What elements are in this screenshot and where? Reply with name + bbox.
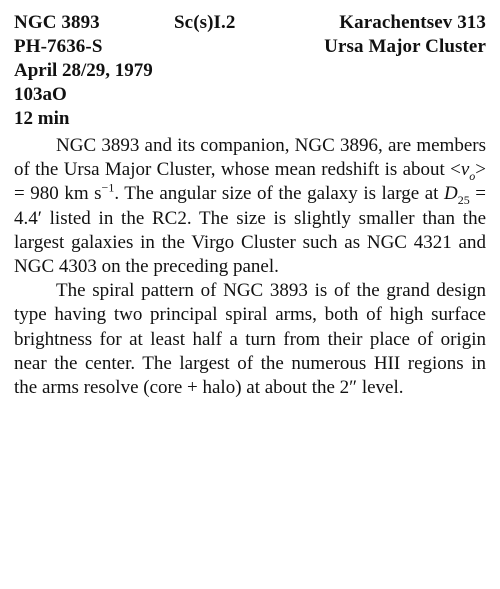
- p1-text-e: = 4.4′ listed in the RC2. The size is slightly smaller than the largest galaxies in the Virgo Cluster such as NGC 4321 and NGC 4303 on the preceding panel.: [14, 183, 487, 278]
- cluster-name: Ursa Major Cluster: [324, 36, 486, 57]
- object-name: NGC 3893: [14, 12, 100, 33]
- p1-text-b: > = 980 km s: [14, 159, 486, 205]
- plate-id: PH-7636-S: [14, 36, 103, 57]
- p1-velocity-subscript: o: [469, 169, 476, 183]
- description-text: [14, 134, 486, 400]
- header-row-2: [14, 36, 486, 60]
- exposure-time: 12 min: [14, 108, 70, 129]
- paragraph-1: [14, 134, 486, 279]
- page: [14, 12, 486, 400]
- p1-text-a: NGC 3893 and its companion, NGC 3896, are members of the Ursa Major Cluster, whose mean redshift is about <: [14, 135, 486, 181]
- classification: Sc(s)I.2: [174, 12, 236, 33]
- p1-exponent: −1: [101, 181, 115, 196]
- p1-diameter-subscript: 25: [457, 193, 470, 208]
- paragraph-2: The spiral pattern of NGC 3893 is of the grand design type having two principal spiral arms, both of high surface brightness for at least half a turn from their place of origin near the center. The largest of the numerous HII regions in the arms resolve (core + halo) at about the 2″ level.: [14, 280, 486, 399]
- header-block: [14, 12, 486, 132]
- observation-date: April 28/29, 1979: [14, 60, 153, 81]
- catalog-ref: Karachentsev 313: [339, 12, 486, 33]
- p1-diameter-symbol: D: [444, 183, 458, 205]
- p1-velocity-symbol: v: [460, 159, 470, 181]
- emulsion: 103aO: [14, 84, 67, 105]
- p1-text-c: . The angular size of the galaxy is large at: [114, 183, 444, 205]
- header-row-1: [14, 12, 486, 36]
